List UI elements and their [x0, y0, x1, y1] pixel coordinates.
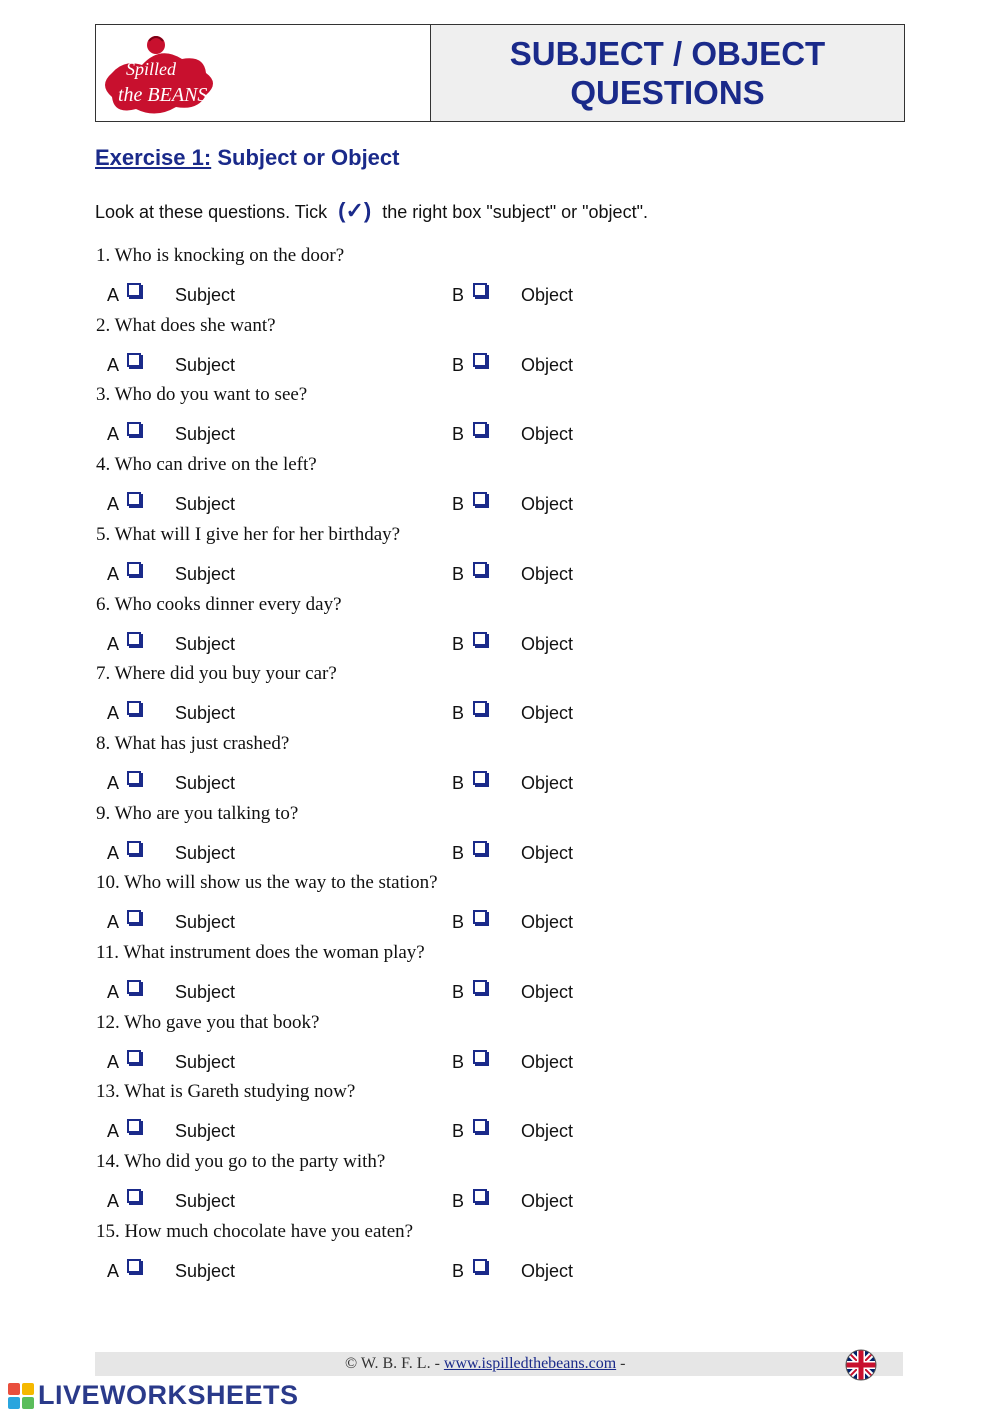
option-b-label: Object	[521, 354, 574, 375]
option-b-label: Object	[521, 1260, 574, 1281]
option-b-label: Object	[521, 285, 574, 305]
question-text: 10. Who will show us the way to the station?	[96, 872, 438, 894]
question-text: 1. Who is knocking on the door?	[96, 245, 345, 266]
instruction-text: Look at these questions. Tick	[95, 202, 328, 222]
option-a-label: Subject	[175, 772, 236, 793]
option-b-label: Object	[521, 633, 574, 654]
liveworksheets-text: LIVEWORKSHEETS	[38, 1380, 299, 1410]
title-line-2: QUESTIONS	[570, 74, 765, 111]
object-checkbox[interactable]	[473, 562, 487, 576]
option-b-label: Object	[521, 494, 574, 515]
option-b-label: Object	[521, 1121, 574, 1142]
question-text: 4. Who can drive on the left?	[96, 454, 317, 476]
option-a-letter: A	[107, 354, 120, 375]
option-b-label: Object	[521, 842, 574, 863]
object-checkbox[interactable]	[473, 492, 487, 506]
option-a-letter: A	[107, 982, 120, 1002]
question-text: 14. Who did you go to the party with?	[96, 1151, 386, 1173]
option-b-letter: B	[452, 285, 465, 305]
option-a-label: Subject	[175, 563, 236, 584]
option-a-letter: A	[107, 1191, 120, 1212]
object-checkbox[interactable]	[473, 1259, 487, 1273]
option-b-letter: B	[452, 912, 465, 933]
option-b-label: Object	[521, 424, 574, 445]
instruction	[95, 198, 648, 224]
option-a-label: Subject	[175, 982, 236, 1002]
object-checkbox[interactable]	[473, 1119, 487, 1133]
option-a-label: Subject	[175, 1191, 236, 1212]
exercise-name: Subject or Object	[217, 145, 400, 170]
option-b-letter: B	[452, 633, 465, 654]
option-a-letter: A	[107, 912, 120, 933]
option-a-letter: A	[107, 842, 120, 863]
worksheet-title	[431, 25, 904, 121]
option-a-label: Subject	[175, 633, 236, 654]
option-b-label: Object	[521, 703, 574, 724]
option-a-letter: A	[107, 1260, 120, 1281]
subject-checkbox[interactable]	[127, 422, 141, 436]
question-text: 9. Who are you talking to?	[96, 802, 299, 824]
question-text: 11. What instrument does the woman play?	[96, 942, 425, 963]
subject-checkbox[interactable]	[127, 701, 141, 715]
option-a-letter: A	[107, 424, 120, 445]
option-a-letter: A	[107, 1051, 120, 1072]
object-checkbox[interactable]	[473, 1189, 487, 1203]
option-b-letter: B	[452, 1191, 465, 1212]
spilled-the-beans-logo	[104, 33, 224, 117]
option-b-label: Object	[521, 982, 574, 1002]
question-text: 3. Who do you want to see?	[96, 384, 308, 406]
subject-checkbox[interactable]	[127, 771, 141, 785]
option-a-label: Subject	[175, 1260, 236, 1281]
option-b-letter: B	[452, 772, 465, 793]
object-checkbox[interactable]	[473, 283, 487, 297]
option-a-letter: A	[107, 703, 120, 724]
option-a-letter: A	[107, 1121, 120, 1142]
subject-checkbox[interactable]	[127, 841, 141, 855]
footer	[95, 1352, 903, 1376]
option-b-letter: B	[452, 1051, 465, 1072]
option-a-label: Subject	[175, 703, 236, 724]
instruction-text-end: the right box "subject" or "object".	[382, 202, 648, 222]
object-checkbox[interactable]	[473, 910, 487, 924]
option-b-letter: B	[452, 703, 465, 724]
subject-checkbox[interactable]	[127, 492, 141, 506]
subject-checkbox[interactable]	[127, 910, 141, 924]
tick-icon: (✓)	[338, 198, 372, 223]
option-b-label: Object	[521, 1051, 574, 1072]
option-a-letter: A	[107, 633, 120, 654]
option-a-label: Subject	[175, 285, 236, 305]
svg-text:Spilled: Spilled	[126, 59, 176, 79]
liveworksheets-logo-icon	[8, 1383, 34, 1409]
option-a-label: Subject	[175, 354, 236, 375]
option-a-label: Subject	[175, 424, 236, 445]
option-b-letter: B	[452, 563, 465, 584]
option-a-label: Subject	[175, 1121, 236, 1142]
object-checkbox[interactable]	[473, 353, 487, 367]
option-a-letter: A	[107, 285, 120, 305]
footer-dash: -	[620, 1355, 626, 1372]
title-line-1: SUBJECT / OBJECT	[509, 35, 826, 72]
question-text: 5. What will I give her for her birthday?	[96, 523, 401, 545]
option-b-letter: B	[452, 842, 465, 863]
question-text: 7. Where did you buy your car?	[96, 663, 337, 685]
svg-text:the BEANS: the BEANS	[118, 84, 208, 106]
subject-checkbox[interactable]	[127, 353, 141, 367]
subject-checkbox[interactable]	[127, 632, 141, 646]
website-link[interactable]: www.ispilledthebeans.com	[443, 1355, 617, 1372]
option-b-label: Object	[521, 1191, 574, 1212]
option-a-label: Subject	[175, 1051, 236, 1072]
question-text: 12. Who gave you that book?	[96, 1011, 320, 1033]
option-a-label: Subject	[175, 494, 236, 515]
question-text: 13. What is Gareth studying now?	[96, 1081, 356, 1103]
uk-flag-icon	[845, 1349, 877, 1381]
option-b-letter: B	[452, 1121, 465, 1142]
object-checkbox[interactable]	[473, 701, 487, 715]
option-b-letter: B	[452, 424, 465, 445]
subject-checkbox[interactable]	[127, 562, 141, 576]
copyright: © W. B. F. L. -	[345, 1355, 440, 1372]
object-checkbox[interactable]	[473, 980, 487, 994]
option-b-label: Object	[521, 912, 574, 933]
option-a-label: Subject	[175, 842, 236, 863]
option-b-letter: B	[452, 494, 465, 515]
exercise-title	[95, 145, 399, 171]
object-checkbox[interactable]	[473, 1050, 487, 1064]
subject-checkbox[interactable]	[127, 1119, 141, 1133]
question-text: 15. How much chocolate have you eaten?	[96, 1220, 414, 1242]
subject-checkbox[interactable]	[127, 283, 141, 297]
question-text: 8. What has just crashed?	[96, 732, 290, 754]
option-a-letter: A	[107, 494, 120, 515]
logo-cell	[96, 25, 431, 121]
option-a-letter: A	[107, 772, 120, 793]
object-checkbox[interactable]	[473, 841, 487, 855]
object-checkbox[interactable]	[473, 771, 487, 785]
subject-checkbox[interactable]	[127, 1189, 141, 1203]
subject-checkbox[interactable]	[127, 1050, 141, 1064]
liveworksheets-brand[interactable]	[8, 1380, 299, 1411]
option-a-label: Subject	[175, 912, 236, 933]
option-b-letter: B	[452, 1260, 465, 1281]
subject-checkbox[interactable]	[127, 1259, 141, 1273]
question-text: 2. What does she want?	[96, 314, 276, 336]
object-checkbox[interactable]	[473, 632, 487, 646]
worksheet-header	[95, 24, 905, 122]
object-checkbox[interactable]	[473, 422, 487, 436]
option-b-label: Object	[521, 772, 574, 793]
option-b-letter: B	[452, 354, 465, 375]
exercise-label: Exercise 1:	[95, 145, 212, 170]
subject-checkbox[interactable]	[127, 980, 141, 994]
option-a-letter: A	[107, 563, 120, 584]
option-b-label: Object	[521, 563, 574, 584]
question-text: 6. Who cooks dinner every day?	[96, 593, 342, 615]
option-b-letter: B	[452, 982, 465, 1002]
